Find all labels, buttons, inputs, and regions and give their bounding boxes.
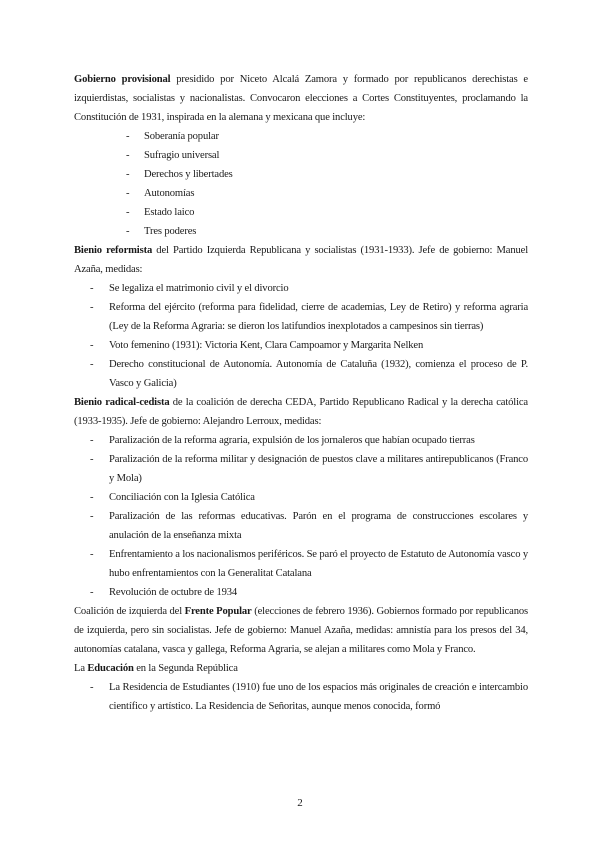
paragraph-educacion: La Educación en la Segunda República	[74, 663, 238, 674]
list-item: - Paralización de la reforma militar y designación de puestos clave a militares antirepublicanos (Franco y Mola)	[74, 450, 528, 488]
list-item: - Voto femenino (1931): Victoria Kent, Clara Campoamor y Margarita Nelken	[74, 336, 528, 355]
list-item: - Estado laico	[74, 203, 528, 222]
paragraph-bienio-reformista: Bienio reformista del Partido Izquierda Republicana y socialistas (1931-1933). Jefe de gobierno: Manuel Azaña, medidas:	[74, 245, 528, 275]
heading-educacion: Educación	[87, 663, 134, 674]
heading-bienio-radical-cedista: Bienio radical-cedista	[74, 397, 170, 408]
list-item: - Tres poderes	[74, 222, 528, 241]
list-item: - Derecho constitucional de Autonomía. Autonomía de Cataluña (1932), comienza el proceso de P. Vasco y Galicia)	[74, 355, 528, 393]
list-item: - Conciliación con la Iglesia Católica	[74, 488, 528, 507]
radical-cedista-measures-list	[74, 431, 528, 602]
list-item: - Se legaliza el matrimonio civil y el divorcio	[74, 279, 528, 298]
page-number: 2	[297, 797, 303, 809]
constitution-features-list	[74, 127, 528, 241]
list-item: - Paralización de las reformas educativas. Parón en el programa de construcciones escolares y anulación de la enseñanza mixta	[74, 507, 528, 545]
heading-bienio-reformista: Bienio reformista	[74, 245, 153, 256]
paragraph-frente-popular: Coalición de izquierda del Frente Popular (elecciones de febrero 1936). Gobiernos formado por republicanos de izquierda, pero sin socialistas. Jefe de gobierno: Manuel Azaña, medidas: amnistía para los presos del 34, autonomías catalana, vasca y gallega, Reforma Agraria, se alejan a militares como Mola y Franco.	[74, 606, 528, 655]
page-content	[74, 70, 528, 716]
paragraph-bienio-radical-cedista: Bienio radical-cedista de la coalición de derecha CEDA, Partido Republicano Radical y la derecha católica (1933-1935). Jefe de gobierno: Alejandro Lerroux, medidas:	[74, 397, 528, 427]
educacion-list	[74, 678, 528, 716]
paragraph-gobierno-provisional: Gobierno provisional presidido por Niceto Alcalá Zamora y formado por republicanos derechistas e izquierdistas, socialistas y nacionalistas. Convocaron elecciones a Cortes Constituyentes, proclamando la Constitución de 1931, inspirada en la alemana y mexicana que incluye:	[74, 74, 528, 123]
list-item: - Paralización de la reforma agraria, expulsión de los jornaleros que habían ocupado tierras	[74, 431, 528, 450]
heading-gobierno-provisional: Gobierno provisional	[74, 74, 171, 85]
list-item: - Revolución de octubre de 1934	[74, 583, 528, 602]
list-item: - Derechos y libertades	[74, 165, 528, 184]
list-item: - Enfrentamiento a los nacionalismos periféricos. Se paró el proyecto de Estatuto de Autonomía vasco y hubo enfrentamientos con la Generalitat Catalana	[74, 545, 528, 583]
heading-frente-popular: Frente Popular	[184, 606, 252, 617]
list-item: - Reforma del ejército (reforma para fidelidad, cierre de academias, Ley de Retiro) y reforma agraria (Ley de la Reforma Agraria: se dieron los latifundios inexplotados a campesinos sin tierras)	[74, 298, 528, 336]
reformista-measures-list	[74, 279, 528, 393]
list-item: - La Residencia de Estudiantes (1910) fue uno de los espacios más originales de creación e intercambio científico y artístico. La Residencia de Señoritas, aunque menos conocida, formó	[74, 678, 528, 716]
list-item: - Autonomías	[74, 184, 528, 203]
list-item: - Sufragio universal	[74, 146, 528, 165]
list-item: - Soberanía popular	[74, 127, 528, 146]
